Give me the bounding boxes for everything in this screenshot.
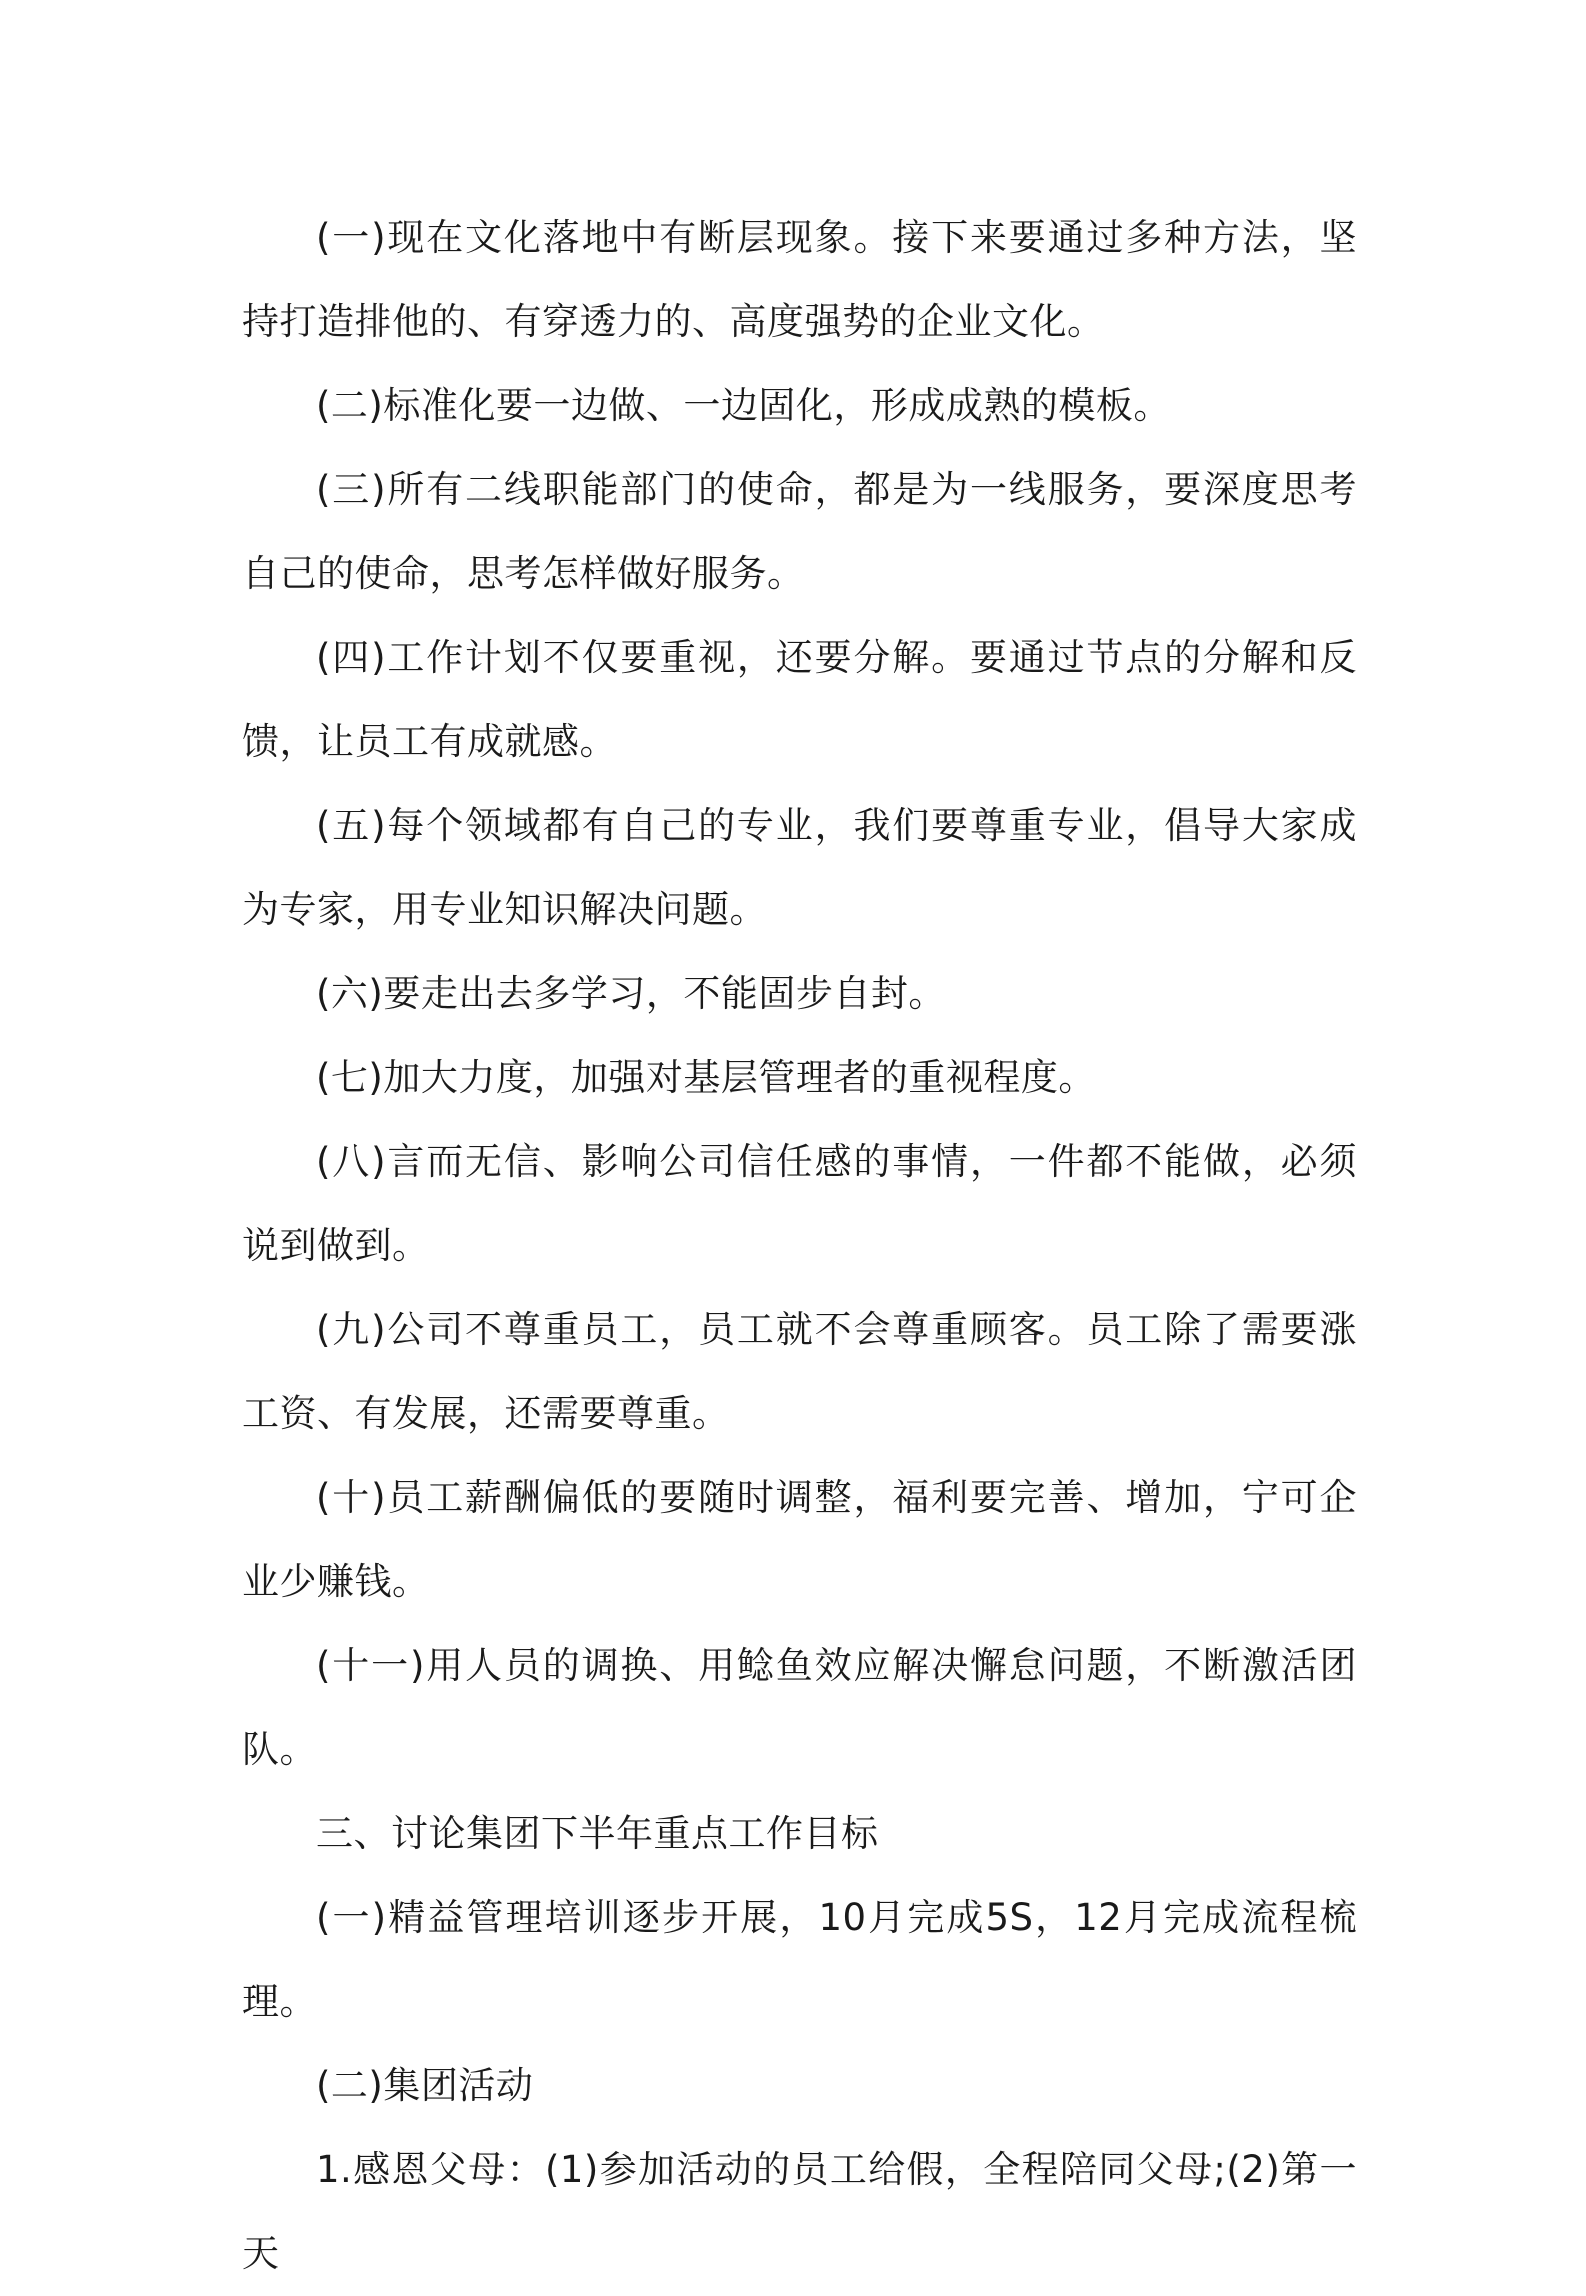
paragraph-trust: (八)言而无信、影响公司信任感的事情，一件都不能做，必须说到做到。 bbox=[242, 1140, 1357, 1267]
paragraph-respect: (九)公司不尊重员工，员工就不会尊重顾客。员工除了需要涨工资、有发展，还需要尊重。 bbox=[242, 1308, 1357, 1435]
paragraph-culture: (一)现在文化落地中有断层现象。接下来要通过多种方法，坚持打造排他的、有穿透力的、高度强势的企业文化。 bbox=[242, 216, 1357, 343]
paragraph-standardization: (二)标准化要一边做、一边固化，形成成熟的模板。 bbox=[316, 384, 1171, 427]
paragraph-compensation: (十)员工薪酬偏低的要随时调整，福利要完善、增加，宁可企业少赚钱。 bbox=[242, 1476, 1357, 1603]
paragraph-team-activation: (十一)用人员的调换、用鲶鱼效应解决懈怠问题，不断激活团队。 bbox=[242, 1644, 1357, 1771]
paragraph-lean-training: (一)精益管理培训逐步开展，10月完成5S，12月完成流程梳理。 bbox=[242, 1896, 1357, 2023]
paragraph-learning: (六)要走出去多学习，不能固步自封。 bbox=[316, 972, 946, 1015]
section-heading: 三、讨论集团下半年重点工作目标 bbox=[316, 1812, 879, 1855]
paragraph-group-activities: (二)集团活动 bbox=[316, 2064, 534, 2107]
paragraph-grassroots-managers: (七)加大力度，加强对基层管理者的重视程度。 bbox=[316, 1056, 1096, 1099]
paragraph-support-departments: (三)所有二线职能部门的使命，都是为一线服务，要深度思考自己的使命，思考怎样做好服务。 bbox=[242, 468, 1357, 595]
paragraph-work-plan: (四)工作计划不仅要重视，还要分解。要通过节点的分解和反馈，让员工有成就感。 bbox=[242, 636, 1357, 763]
document-body bbox=[242, 196, 1357, 2296]
paragraph-professionalism: (五)每个领域都有自己的专业，我们要尊重专业，倡导大家成为专家，用专业知识解决问题。 bbox=[242, 804, 1357, 931]
paragraph-gratitude-parents: 1.感恩父母：(1)参加活动的员工给假，全程陪同父母;(2)第一天 bbox=[242, 2148, 1357, 2275]
